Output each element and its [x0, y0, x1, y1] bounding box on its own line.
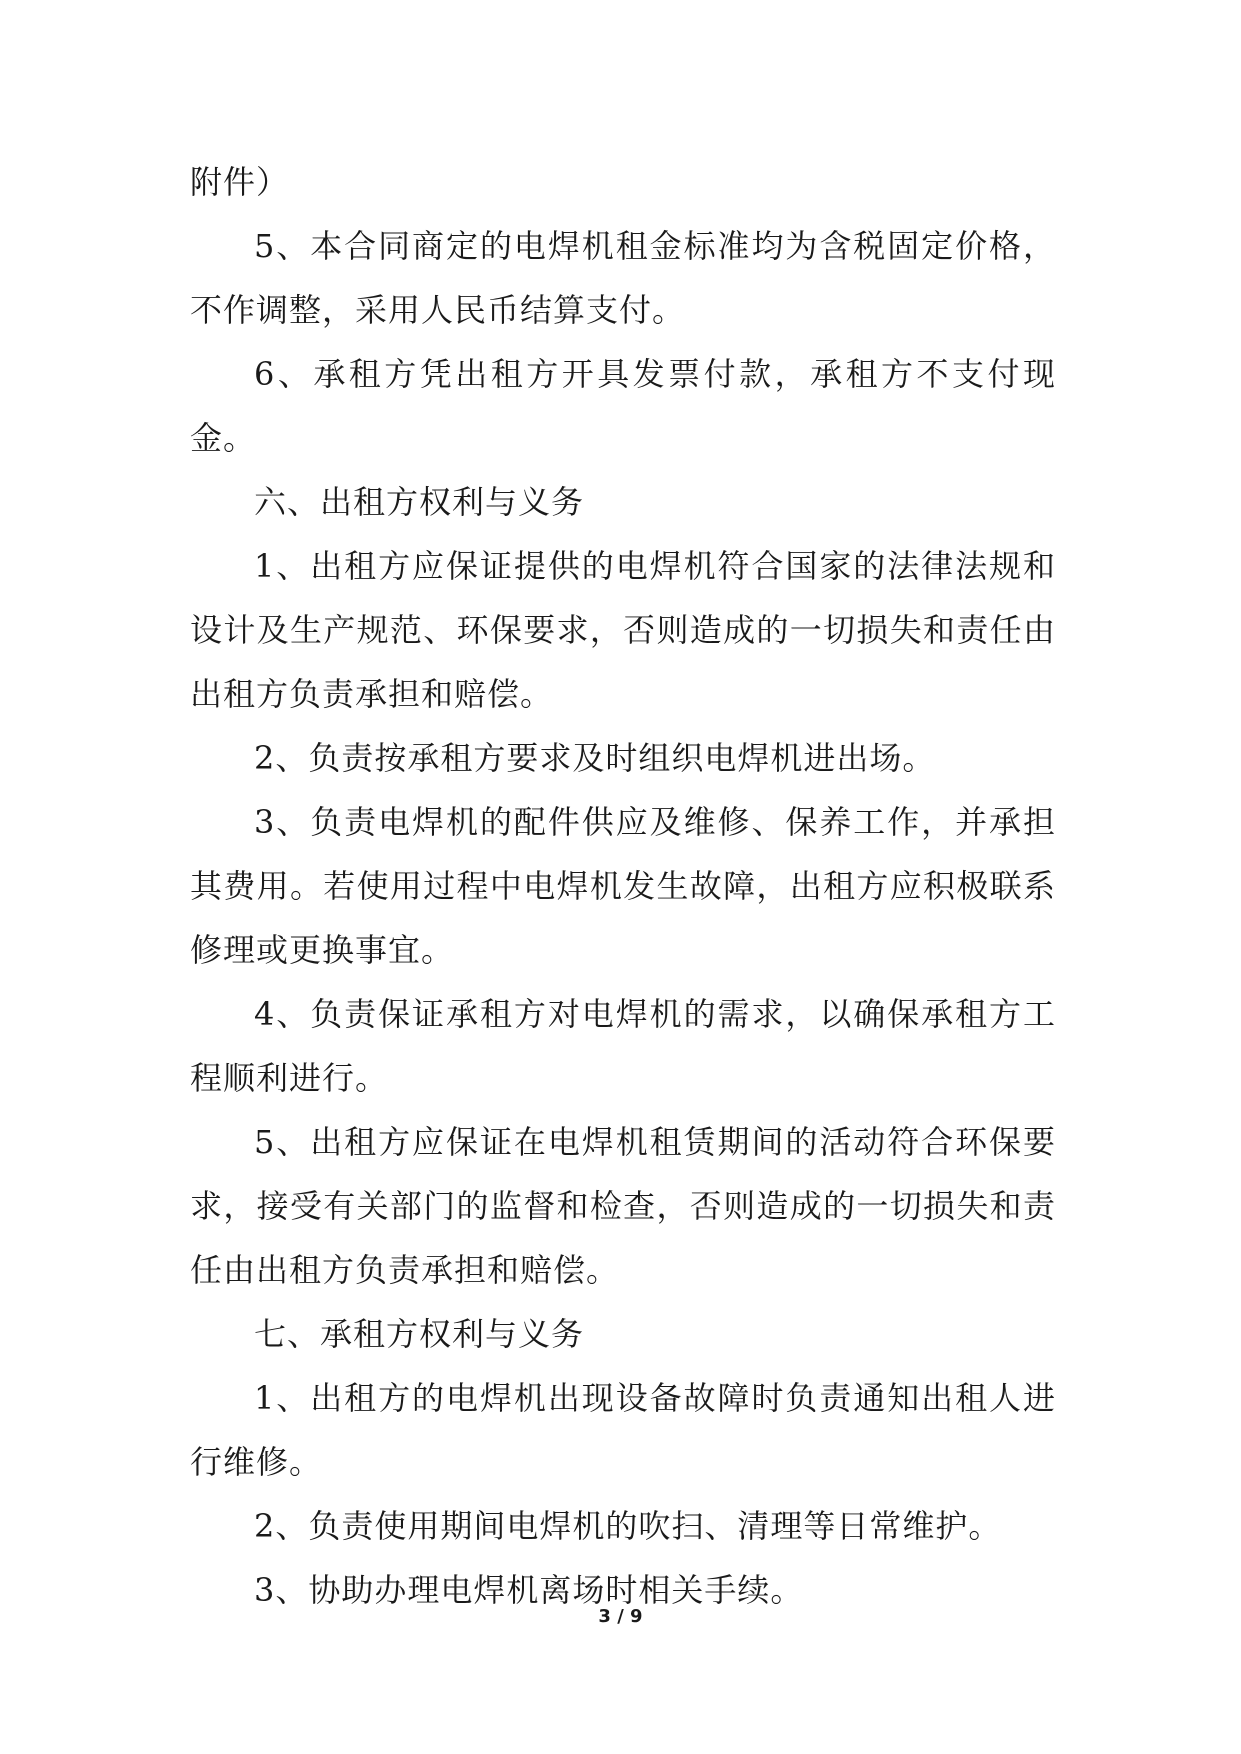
- paragraph-1: 附件）: [190, 163, 290, 201]
- paragraph-3: 6、承租方凭出租方开具发票付款，承租方不支付现金。: [190, 355, 1056, 457]
- paragraph-6: 2、负责按承租方要求及时组织电焊机进出场。: [254, 739, 936, 777]
- paragraph-11: 1、出租方的电焊机出现设备故障时负责通知出租人进行维修。: [190, 1379, 1056, 1481]
- page-number: 3 / 9: [598, 1606, 643, 1627]
- paragraph-12: 2、负责使用期间电焊机的吹扫、清理等日常维护。: [254, 1507, 1002, 1545]
- section-heading-6: 六、出租方权利与义务: [254, 483, 585, 521]
- section-heading-7: 七、承租方权利与义务: [254, 1315, 585, 1353]
- paragraph-9: 5、出租方应保证在电焊机租赁期间的活动符合环保要求，接受有关部门的监督和检查，否则造成的一切损失和责任由出租方负责承担和赔偿。: [190, 1123, 1056, 1289]
- paragraph-8: 4、负责保证承租方对电焊机的需求，以确保承租方工程顺利进行。: [190, 995, 1056, 1097]
- paragraph-5: 1、出租方应保证提供的电焊机符合国家的法律法规和设计及生产规范、环保要求，否则造成的一切损失和责任由出租方负责承担和赔偿。: [190, 547, 1056, 713]
- paragraph-13: 3、协助办理电焊机离场时相关手续。: [254, 1571, 804, 1609]
- paragraph-2: 5、本合同商定的电焊机租金标准均为含税固定价格，不作调整，采用人民币结算支付。: [190, 227, 1056, 329]
- document-body: [190, 150, 1056, 1622]
- paragraph-7: 3、负责电焊机的配件供应及维修、保养工作，并承担其费用。若使用过程中电焊机发生故障，出租方应积极联系修理或更换事宜。: [190, 803, 1056, 969]
